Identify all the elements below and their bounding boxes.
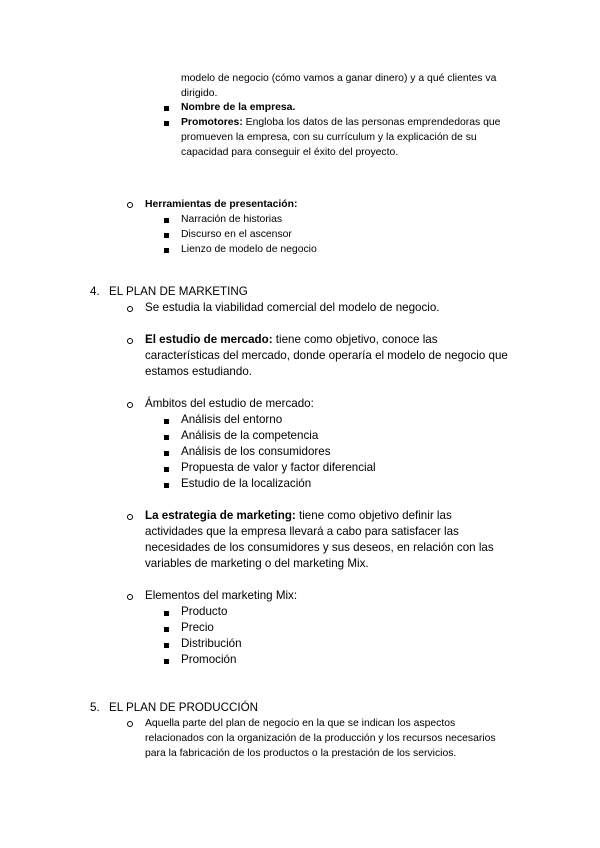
nombre-empresa-label: Nombre de la empresa. [181, 102, 296, 113]
list-item: Distribución [181, 637, 242, 650]
estudio-text: estamos estudiando. [145, 365, 252, 378]
produccion-text: relacionados con la organización de la producción y los recursos necesarios [145, 733, 496, 744]
ambitos-heading: Ámbitos del estudio de mercado: [145, 397, 314, 410]
promotores-item [181, 115, 500, 130]
square-bullet-icon [164, 121, 169, 126]
circle-bullet-icon [127, 202, 133, 208]
list-item: Narración de historias [181, 214, 283, 225]
square-bullet-icon [164, 611, 169, 616]
circle-bullet-icon [127, 402, 133, 408]
square-bullet-icon [164, 248, 169, 253]
list-item: Precio [181, 621, 214, 634]
estrategia-text: actividades que la empresa llevará a cabo para satisfacer las [145, 525, 459, 538]
produccion-text: Aquella parte del plan de negocio en la que se indican los aspectos [145, 718, 456, 729]
section-title: EL PLAN DE MARKETING [109, 285, 248, 298]
mix-heading: Elementos del marketing Mix: [145, 589, 298, 602]
estrategia-text: necesidades de los consumidores y sus deseos, en relación con las [145, 541, 494, 554]
square-bullet-icon [164, 451, 169, 456]
square-bullet-icon [164, 233, 169, 238]
promotores-text: promueven la empresa, con su currículum y la explicación de su [181, 132, 477, 143]
estudio-text: características del mercado, donde operaría el modelo de negocio que [145, 349, 508, 362]
square-bullet-icon [164, 483, 169, 488]
square-bullet-icon [164, 106, 169, 111]
intro-text: Se estudia la viabilidad comercial del modelo de negocio. [145, 301, 440, 314]
circle-bullet-icon [127, 721, 133, 727]
square-bullet-icon [164, 419, 169, 424]
list-item: Discurso en el ascensor [181, 229, 292, 240]
produccion-text: para la fabricación de los productos o la prestación de los servicios. [145, 748, 457, 759]
estudio-label: El estudio de mercado: [145, 333, 273, 346]
estrategia-text: variables de marketing o del marketing Mix. [145, 557, 369, 570]
estrategia-label: La estrategia de marketing: [145, 509, 296, 522]
continuation-line: modelo de negocio (cómo vamos a ganar dinero) y a qué clientes va [181, 73, 497, 84]
square-bullet-icon [164, 659, 169, 664]
continuation-line: dirigido. [181, 88, 218, 99]
list-item: Promoción [181, 653, 237, 666]
square-bullet-icon [164, 467, 169, 472]
nombre-empresa-item [181, 100, 295, 115]
list-item: Análisis de la competencia [181, 429, 319, 442]
promotores-text: Engloba los datos de las personas emprendedoras que [242, 117, 501, 128]
section-title: EL PLAN DE PRODUCCIÓN [109, 701, 259, 714]
square-bullet-icon [164, 643, 169, 648]
list-item: Lienzo de modelo de negocio [181, 244, 317, 255]
list-item: Estudio de la localización [181, 477, 312, 490]
estudio-item: El estudio de mercado: tiene como objetivo, conoce las [145, 333, 438, 346]
circle-bullet-icon [127, 338, 133, 344]
circle-bullet-icon [127, 594, 133, 600]
promotores-text: capacidad para conseguir el éxito del proyecto. [181, 147, 399, 158]
herramientas-heading: Herramientas de presentación: [145, 199, 298, 210]
circle-bullet-icon [127, 306, 133, 312]
section-number: 5. [90, 701, 100, 714]
list-item: Análisis de los consumidores [181, 445, 331, 458]
list-item: Propuesta de valor y factor diferencial [181, 461, 376, 474]
list-item: Producto [181, 605, 228, 618]
square-bullet-icon [164, 218, 169, 223]
estrategia-item: La estrategia de marketing: tiene como objetivo definir las [145, 509, 452, 522]
square-bullet-icon [164, 627, 169, 632]
section-number: 4. [90, 285, 100, 298]
promotores-label: Promotores: [181, 117, 243, 128]
list-item: Análisis del entorno [181, 413, 283, 426]
circle-bullet-icon [127, 514, 133, 520]
square-bullet-icon [164, 435, 169, 440]
